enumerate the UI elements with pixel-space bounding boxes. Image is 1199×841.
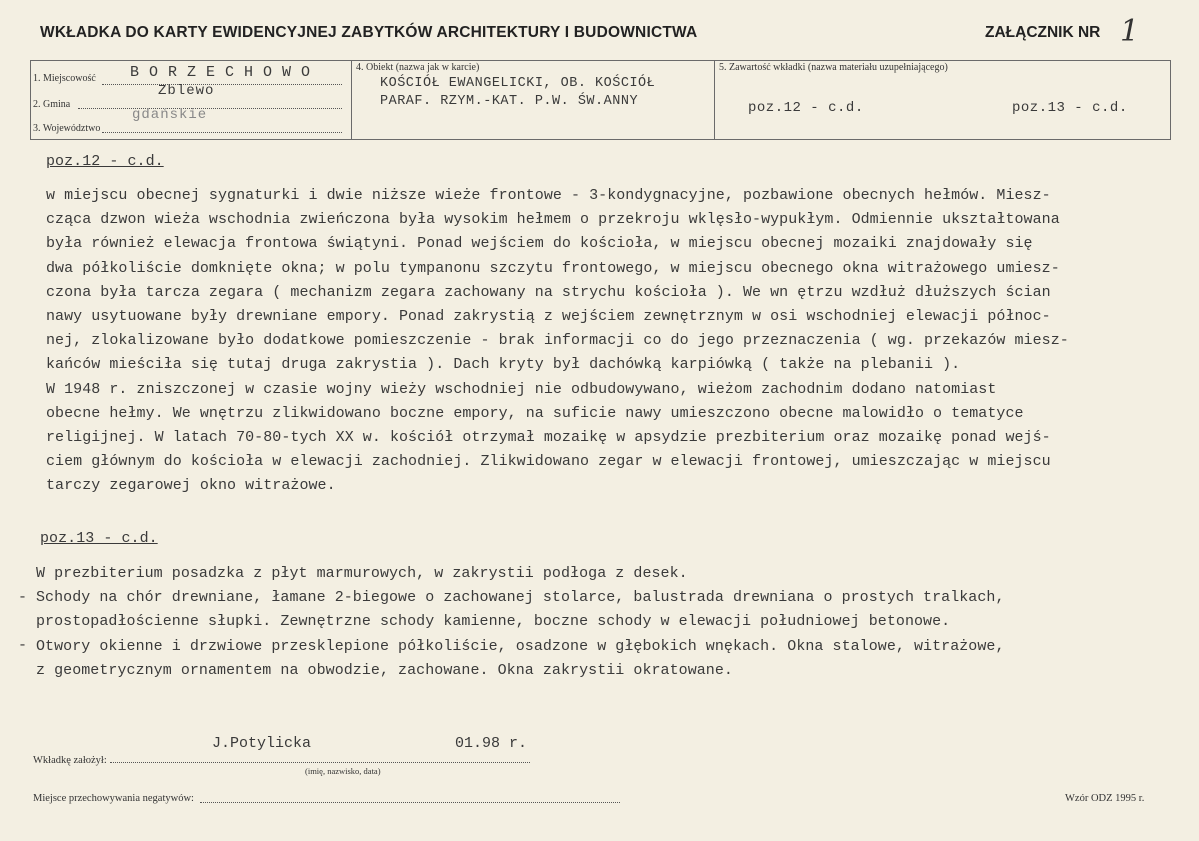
zalozyl-label: Wkładkę założył: <box>33 755 107 766</box>
attachment-label: ZAŁĄCZNIK NR <box>985 24 1101 41</box>
text-line: cząca dzwon wieża wschodnia zwieńczona była wysokim hełmem o przekroju wklęsło-wypukłym. Odmiennie ukształtowana <box>46 211 1060 229</box>
text-line: Otwory okienne i drzwiowe przesklepione półkoliście, osadzone w głębokich wnękach. Okna stalowe, witrażowe, <box>36 637 1005 655</box>
dash-mark-2: - <box>18 637 28 654</box>
text-line: obecne hełmy. We wnętrzu zlikwidowano boczne empory, na suficie nawy umieszczono obecne malowidło o tematyce <box>46 404 1024 422</box>
text-line: nej, zlokalizowane było dodatkowe pomieszczenie - brak informacji co do jego przeznaczenia ( wg. przekazów miesz- <box>46 332 1069 350</box>
zalozyl-dots <box>110 762 530 763</box>
document-title: WKŁADKA DO KARTY EWIDENCYJNEJ ZABYTKÓW ARCHITEKTURY I BUDOWNICTWA <box>40 24 698 41</box>
text-line: nawy usytuowane były drewniane empory. Ponad zakrystią z wejściem zewnętrznym w osi wschodniej elewacji północ- <box>46 308 1051 325</box>
form-version: Wzór ODZ 1995 r. <box>1065 793 1145 804</box>
text-line: w miejscu obecnej sygnaturki i dwie niższe wieże frontowe - 3-kondygnacyjne, pozbawione obecnych hełmów. Miesz- <box>46 187 1051 204</box>
zawartosc-value-1: poz.12 - c.d. <box>748 100 864 116</box>
section-12-heading: poz.12 - c.d. <box>46 153 164 170</box>
text-line: z geometrycznym ornamentem na obwodzie, zachowane. Okna zakrystii okratowane. <box>36 661 733 679</box>
miejscowosc-value: BORZECHOWO <box>130 64 321 81</box>
wojewodztwo-value: gdańskie <box>132 107 208 123</box>
text-line: Schody na chór drewniane, łamane 2-biegowe o zachowanej stolarce, balustrada drewniana o prostych tralkach, <box>36 589 1005 607</box>
text-line: W 1948 r. zniszczonej w czasie wojny wieży wschodniej nie odbudowywano, wieżom zachodnim dodano natomiast <box>46 380 997 398</box>
negatywy-dots <box>200 802 620 803</box>
text-line: ciem głównym do kościoła w elewacji zachodniej. Zlikwidowano zegar w elewacji frontowej, umieszczając w miejscu <box>46 453 1051 471</box>
text-line: kańców mieściła się tutaj druga zakrystia ). Dach kryty był dachówką karpiówką ( także na plebanii ). <box>46 356 961 374</box>
gmina-label: 2. Gmina <box>33 99 71 110</box>
zalozyl-hint: (imię, nazwisko, data) <box>305 766 381 776</box>
attachment-number: 1 <box>1120 14 1140 49</box>
text-line: W prezbiterium posadzka z płyt marmurowych, w zakrystii podłoga z desek. <box>36 565 688 582</box>
miejscowosc-label: 1. Miejscowość <box>33 73 96 84</box>
obiekt-line-1: KOŚCIÓŁ EWANGELICKI, OB. KOŚCIÓŁ <box>380 76 656 91</box>
section-13-heading: poz.13 - c.d. <box>40 530 158 547</box>
text-line: dwa półkoliście domknięte okna; w polu tympanonu szczytu frontowego, w miejscu obecnego okna witrażowego umiesz- <box>46 259 1060 277</box>
text-line: religijnej. W latach 70-80-tych XX w. kościół otrzymał mozaikę w apsydzie prezbiterium oraz mozaikę ponad wejś- <box>46 429 1051 446</box>
text-line: była również elewacja frontowa świątyni. Ponad wejściem do kościoła, w miejscu obecnej mozaiki znajdowały się <box>46 235 1033 253</box>
text-line: tarczy zegarowej okno witrażowe. <box>46 477 336 495</box>
obiekt-label: 4. Obiekt (nazwa jak w karcie) <box>356 62 480 73</box>
author-date: 01.98 r. <box>455 735 528 752</box>
dash-mark-1: - <box>18 589 28 606</box>
zawartosc-label: 5. Zawartość wkładki (nazwa materiału uzupełniającego) <box>719 62 948 73</box>
text-line: czona była tarcza zegara ( mechanizm zegara zachowany na strychu kościoła ). We wn ętrzu wzdłuż dłuższych ścian <box>46 283 1051 301</box>
gmina-dots <box>78 108 342 109</box>
negatywy-label: Miejsce przechowywania negatywów: <box>33 793 194 804</box>
obiekt-line-2: PARAF. RZYM.-KAT. P.W. ŚW.ANNY <box>380 94 639 109</box>
wojewodztwo-dots <box>102 132 342 133</box>
wojewodztwo-label: 3. Województwo <box>33 123 101 134</box>
text-line: prostopadłościenne słupki. Zewnętrzne schody kamienne, boczne schody w elewacji południowej betonowe. <box>36 613 951 631</box>
zawartosc-value-2: poz.13 - c.d. <box>1012 100 1128 116</box>
author-name: J.Potylicka <box>212 735 312 752</box>
gmina-value: Zblewo <box>158 83 215 99</box>
miejscowosc-dots <box>102 84 342 85</box>
